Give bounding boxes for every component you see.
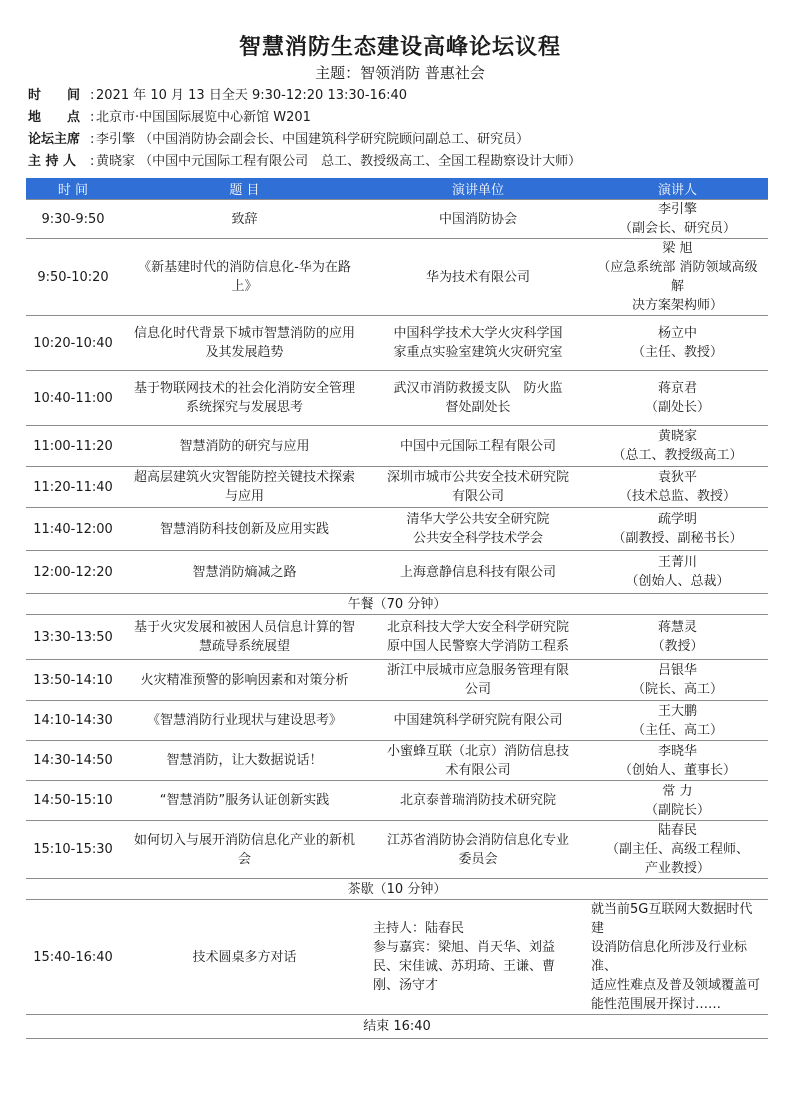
speaker-cell [587,781,768,821]
time-cell: 11:20-11:40 [26,467,120,508]
speaker-cell [587,615,768,660]
time-cell: 9:50-10:20 [26,239,120,316]
schedule-table [26,178,768,1039]
org-cell [369,551,587,594]
page-title: 智慧消防生态建设高峰论坛议程 [238,35,561,60]
time-cell: 11:00-11:20 [26,426,120,467]
topic-cell [120,467,369,508]
topic-line: 如何切入与展开消防信息化产业的新机 [133,832,355,848]
topic-line: 《智慧消防行业现状与建设思考》 [146,713,342,728]
topic-cell [120,821,369,879]
speaker-name: 黄晓家 [657,429,697,444]
speaker-role: （ 创始人、董事长 ） [591,761,764,780]
info-label: 地 点 [28,110,81,125]
speaker-cell [587,508,768,551]
org-line: 中国消防协会 [438,211,517,227]
speaker-name: 陆春民 [657,823,697,838]
table-row [26,467,768,508]
table-row [26,426,768,467]
org-cell [369,781,587,821]
time-cell: 15:10-15:30 [26,821,120,879]
topic-cell [120,741,369,781]
speaker-role: （ 副会长、研究员 ） [591,219,764,238]
org-cell [369,467,587,508]
table-header-row [26,178,768,200]
speaker-role: （ 主任、高工 ） [591,721,764,740]
panel-line: 参与嘉宾：梁旭、肖天华、刘益 [373,940,556,955]
table-row [26,741,768,781]
time-cell: 14:50-15:10 [26,781,120,821]
org-line: 上海意静信息科技有限公司 [399,564,556,580]
table-row [26,508,768,551]
org-line: 小蜜蜂互联（北京）消防信息技 [386,743,569,759]
speaker-cell [587,660,768,701]
topic-cell [120,660,369,701]
speaker-role: （ 副教授、副秘书长 ） [591,529,764,548]
time-cell: 14:10-14:30 [26,701,120,741]
time-cell: 13:30-13:50 [26,615,120,660]
topic-line: 致辞 [231,211,258,227]
speaker-cell [587,371,768,426]
info-value: 2021 年 10 月 13 日全天 9:30-12:20 13:30-16:40 [96,88,408,103]
time-cell: 14:30-14:50 [26,741,120,781]
speaker-role: （ 副处长 ） [591,398,764,417]
speaker-role: 产业教授） [644,861,710,876]
speaker-role: （ 副院长 ） [591,801,764,820]
speaker-cell [587,316,768,371]
break-row [26,594,768,615]
speaker-role: （ 主任、教授 ） [591,343,764,362]
org-line: 公司 [464,682,491,697]
org-line: 江苏省消防协会消防信息化专业 [386,832,569,848]
break-cell: 茶歇（10 分钟） [26,879,768,900]
org-cell [369,615,587,660]
org-line: 华为技术有限公司 [425,269,530,285]
org-line: 督处副处长 [445,400,511,415]
break-row [26,1015,768,1039]
table-row [26,701,768,741]
desc-line: 就当前5G互联网大数据时代建 [591,902,753,936]
org-line: 家重点实验室建筑火灾研究室 [393,345,563,360]
speaker-name: 杨立中 [657,326,697,341]
org-cell [369,316,587,371]
desc-line: 能性范围展开探讨…… [591,997,722,1012]
break-cell: 午餐（70 分钟） [26,594,768,615]
speaker-role: （ 技术总监、教授 ） [591,487,764,506]
speaker-role: （应急系统部 消防领域高级解 [597,260,758,294]
org-line: 公共安全科学技术学会 [412,531,543,546]
topic-line: 基于物联网技术的社会化消防安全管理 [133,381,355,396]
desc-cell [587,900,768,1015]
speaker-cell [587,239,768,316]
topic-line: 《新基建时代的消防信息化-华为在路 [138,260,351,275]
org-line: 有限公司 [451,489,504,504]
topic-line: 与应用 [224,489,264,504]
topic-line: 会 [237,851,251,867]
speaker-name: 李晓华 [657,743,697,759]
speaker-name: 王菁川 [657,555,697,570]
panel-line: 主持人：陆春民 [373,921,465,936]
time-cell: 12:00-12:20 [26,551,120,594]
org-line: 深圳市城市公共安全技术研究院 [386,470,569,485]
page-subtitle: 主题：智领消防 普惠社会 [315,64,485,82]
desc-line: 设消防信息化所涉及行业标准、 [591,940,748,974]
topic-line: 上》 [231,279,258,294]
topic-line: 基于火灾发展和被困人员信息计算的智 [133,620,355,635]
table-row [26,239,768,316]
speaker-role: 决方案架构师） [631,298,723,313]
info-chair: 论坛主席 : 李引擎 （中国消防协会副会长、中国建筑科学研究院顾问副总工、研究员） [28,130,529,150]
break-row [26,879,768,900]
org-cell [369,200,587,239]
topic-line: 火灾精准预警的影响因素和对策分析 [140,672,349,688]
topic-cell [120,426,369,467]
topic-cell [120,900,369,1015]
topic-line: “智慧消防”服务认证创新实践 [159,793,330,808]
org-cell [369,508,587,551]
topic-line: 智慧消防科技创新及应用实践 [159,521,329,537]
time-cell: 9:30-9:50 [26,200,120,239]
table-row [26,821,768,879]
topic-cell [120,615,369,660]
speaker-cell [587,821,768,879]
time-cell: 15:40-16:40 [26,900,120,1015]
speaker-name: 常 力 [662,783,693,799]
org-line: 武汉市消防救援支队 防火监 [393,381,563,396]
info-value: 北京市·中国国际展览中心新馆 W201 [96,110,311,125]
info-value: 黄晓家 （中国中元国际工程有限公司 总工、教授级高工、全国工程勘察设计大师） [96,154,582,169]
topic-cell [120,781,369,821]
speaker-cell [587,701,768,741]
info-location: 地 点 : 北京市·中国国际展览中心新馆 W201 [28,108,311,128]
break-cell: 结束 16:40 [26,1015,768,1039]
column-header-topic: 题 目 [120,178,369,200]
info-host: 主 持 人 : 黄晓家 （中国中元国际工程有限公司 总工、教授级高工、全国工程勘察设计大师） [28,152,581,172]
column-header-org: 演讲单位 [369,178,587,200]
speaker-role: （ 总工、教授级高工 ） [591,446,764,465]
org-cell [369,239,587,316]
org-cell [369,426,587,467]
speaker-name: 袁狄平 [657,470,697,485]
schedule-body [26,200,768,1039]
org-cell [369,741,587,781]
time-cell: 10:40-11:00 [26,371,120,426]
org-line: 北京泰普瑞消防技术研究院 [399,793,556,808]
org-cell [369,371,587,426]
topic-line: 信息化时代背景下城市智慧消防的应用 [133,326,355,341]
info-value: 李引擎 （中国消防协会副会长、中国建筑科学研究院顾问副总工、研究员） [96,132,530,147]
speaker-name: 疏学明 [657,512,697,527]
topic-line: 智慧消防的研究与应用 [179,438,310,454]
org-line: 北京科技大学大安全科学研究院 [386,620,569,635]
topic-cell [120,551,369,594]
topic-cell [120,316,369,371]
info-label: 论坛主席 [28,132,81,147]
table-row [26,200,768,239]
org-line: 中国建筑科学研究院有限公司 [393,713,563,728]
topic-cell [120,508,369,551]
column-header-time: 时 间 [26,178,120,200]
column-header-speaker: 演讲人 [587,178,768,200]
panel-cell [369,900,587,1015]
org-cell [369,701,587,741]
panel-line: 民、宋佳诚、苏玥琦、王谦、曹 [373,959,556,974]
org-line: 清华大学公共安全研究院 [406,512,550,527]
speaker-role: （副主任、高级工程师、 [605,842,749,857]
table-row [26,371,768,426]
topic-line: 系统探究与发展思考 [185,400,303,415]
time-cell: 11:40-12:00 [26,508,120,551]
topic-line: 技术圆桌多方对话 [192,949,297,965]
topic-line: 超高层建筑火灾智能防控关键技术探索 [133,470,355,485]
table-row [26,316,768,371]
org-cell [369,821,587,879]
speaker-name: 吕银华 [657,663,697,678]
topic-line: 智慧消防，让大数据说话！ [166,753,323,768]
speaker-name: 李引擎 [657,202,697,217]
topic-line: 及其发展趋势 [205,345,284,360]
info-label: 时 间 [28,88,81,103]
speaker-cell [587,426,768,467]
speaker-role: （ 创始人、总裁 ） [591,572,764,591]
speaker-role: （ 院长、高工 ） [591,680,764,699]
speaker-cell [587,551,768,594]
desc-line: 适应性难点及普及领域覆盖可 [591,978,761,993]
org-line: 中国中元国际工程有限公司 [399,438,556,454]
table-row [26,551,768,594]
speaker-name: 蒋慧灵 [657,620,697,635]
topic-cell [120,239,369,316]
speaker-cell [587,467,768,508]
table-row [26,781,768,821]
topic-line: 智慧消防熵减之路 [192,564,297,580]
speaker-cell [587,741,768,781]
org-cell [369,660,587,701]
info-label: 主 持 人 [28,154,77,169]
speaker-role: （ 教授 ） [591,637,764,656]
time-cell: 10:20-10:40 [26,316,120,371]
table-row [26,660,768,701]
speaker-name: 蒋京君 [657,381,697,396]
org-line: 中国科学技术大学火灾科学国 [393,326,563,341]
table-row [26,900,768,1015]
speaker-cell [587,200,768,239]
org-line: 原中国人民警察大学消防工程系 [386,639,569,654]
info-time: 时 间 : 2021 年 10 月 13 日全天 9:30-12:20 13:30-16:40 [28,86,407,106]
topic-cell [120,701,369,741]
speaker-name: 梁 旭 [662,241,693,256]
speaker-name: 王大鹏 [657,703,697,719]
org-line: 术有限公司 [445,762,511,778]
topic-cell [120,371,369,426]
topic-line: 慧疏导系统展望 [198,639,290,654]
panel-line: 刚、汤守才 [373,978,439,993]
org-line: 浙江中辰城市应急服务管理有限 [386,663,569,678]
table-row [26,615,768,660]
time-cell: 13:50-14:10 [26,660,120,701]
topic-cell [120,200,369,239]
org-line: 委员会 [458,851,498,867]
